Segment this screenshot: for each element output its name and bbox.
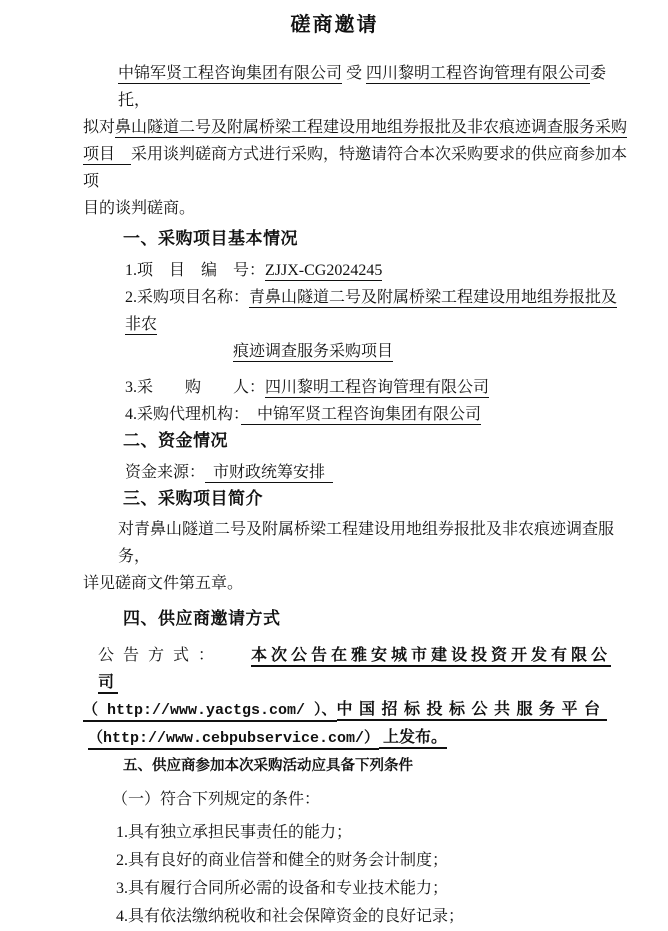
funding-source-value: 市财政统筹安排: [205, 464, 334, 481]
yactgs-url: （ http://www.yactgs.com/ ）、: [83, 702, 337, 722]
agent-value: 中锦军贤工程咨询集团有限公司: [241, 406, 482, 423]
condition-item-3: 3.具有履行合同所必需的设备和专业技术能力；: [116, 880, 449, 897]
intro-line2-prefix: 拟对: [83, 119, 116, 136]
section4-heading: 四、供应商邀请方式: [123, 609, 281, 628]
condition-item-1: 1.具有独立承担民事责任的能力；: [116, 824, 353, 841]
cebpubservice-url: （http://www.cebpubservice.com/）: [88, 730, 379, 750]
section2-heading: 二、资金情况: [123, 431, 228, 450]
project-name-underlined: 鼻山隧道二号及附属桥梁工程建设用地组券报批及非农痕迹调查服务采购: [115, 119, 628, 136]
agent-label: 4.采购代理机构：: [125, 406, 242, 423]
purchaser-label: 3.采 购 人：: [125, 379, 266, 396]
intro-line3-text: 采用谈判磋商方式进行采购，特邀请符合本次采购要求的供应商参加本项: [83, 146, 628, 190]
buyer-name: 四川黎明工程咨询管理有限公司: [366, 65, 591, 82]
condition-list: [83, 819, 630, 931]
funding-source-row: [125, 459, 630, 486]
section3-line-1: 对青鼻山隧道二号及附属桥梁工程建设用地组券报批及非农痕迹调查服务，: [118, 521, 615, 565]
announcement-line-3: [88, 724, 630, 752]
announcement-text-line2: 中国招标投标公共服务平台: [337, 701, 607, 721]
project-name-row: [125, 284, 630, 338]
section5-heading: 五、供应商参加本次采购活动应具备下列条件: [123, 758, 413, 774]
announcement-line-1: [98, 642, 630, 696]
agency-name: 中锦军贤工程咨询集团有限公司: [118, 65, 343, 82]
section1-heading: 一、采购项目基本情况: [123, 229, 298, 248]
condition-item-2: 2.具有良好的商业信誉和健全的财务会计制度；: [116, 852, 449, 869]
project-number-value: ZJJX-CG2024245: [265, 262, 383, 279]
intro-paragraph: [83, 60, 630, 222]
project-name-label: 2.采购项目名称：: [125, 289, 250, 306]
intro-line-1: [83, 60, 630, 114]
section3-heading: 三、采购项目简介: [123, 489, 263, 508]
purchaser-value: 四川黎明工程咨询管理有限公司: [265, 379, 490, 396]
announcement-method-label: 公告方式：: [98, 647, 224, 664]
purchaser-row: [125, 374, 630, 401]
announcement-text-line1: 本次公告在雅安城市建设投资开发有限公司: [98, 647, 611, 694]
intro-connector: 受: [342, 65, 367, 82]
project-number-label: 1.项 目 编 号：: [125, 262, 266, 279]
agent-row: [125, 401, 630, 428]
document-title: 磋商邀请: [290, 14, 379, 36]
project-name-value-line1: 青鼻山隧道二号及附属桥梁工程建设用地组券报批及非农: [125, 289, 618, 333]
intro-line-4: 目的谈判磋商。: [83, 200, 196, 217]
project-number-row: [125, 257, 630, 284]
condition-item-4: 4.具有依法缴纳税收和社会保障资金的良好记录；: [116, 908, 465, 925]
project-name-underlined-tail: 项目: [83, 146, 132, 163]
intro-line-2: [83, 114, 630, 141]
announcement-text-line3: 上发布。: [379, 729, 447, 749]
intro-line-3: [83, 141, 630, 195]
project-name-row-continuation: [233, 338, 630, 365]
funding-source-label: 资金来源：: [125, 464, 206, 481]
intro-after-buyer: 委托，: [118, 65, 607, 109]
announcement-line-2: [83, 696, 630, 724]
project-name-value-line2: 痕迹调查服务采购项目: [233, 343, 394, 360]
section5-subheading: （一）符合下列规定的条件：: [112, 791, 321, 808]
section3-line-2: 详见磋商文件第五章。: [83, 575, 244, 592]
